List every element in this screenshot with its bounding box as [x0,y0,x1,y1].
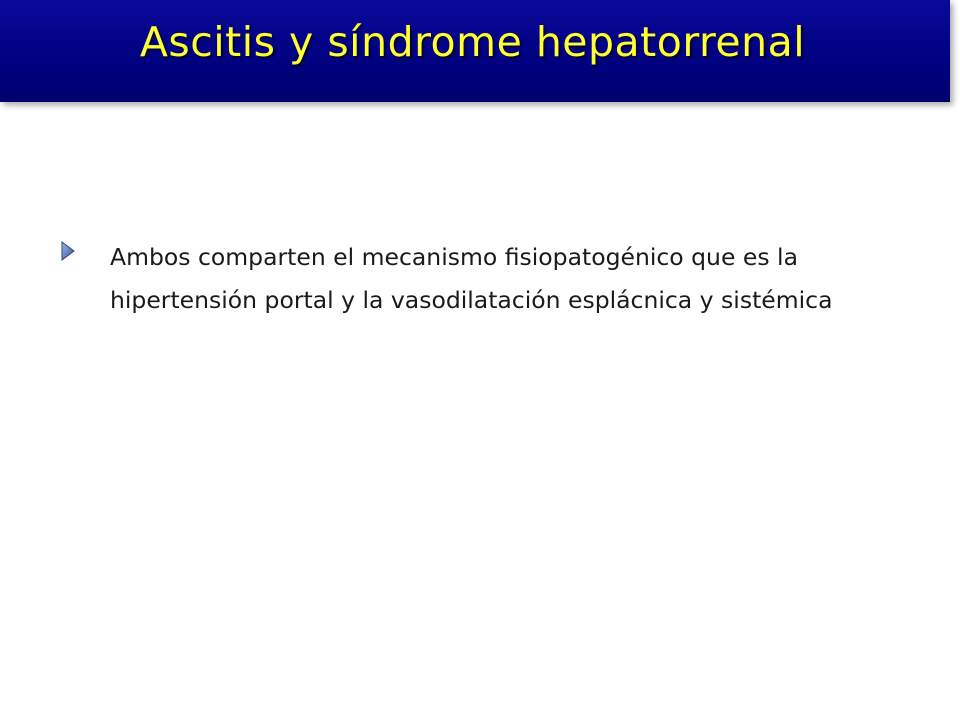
slide-title: Ascitis y síndrome hepatorrenal [139,18,806,66]
title-bar [0,0,950,102]
bullet-text: Ambos comparten el mecanismo fisiopatogénico que es la hipertensión portal y la vasodilatación esplácnica y sistémica [110,243,833,314]
triangle-bullet-icon [60,240,76,262]
